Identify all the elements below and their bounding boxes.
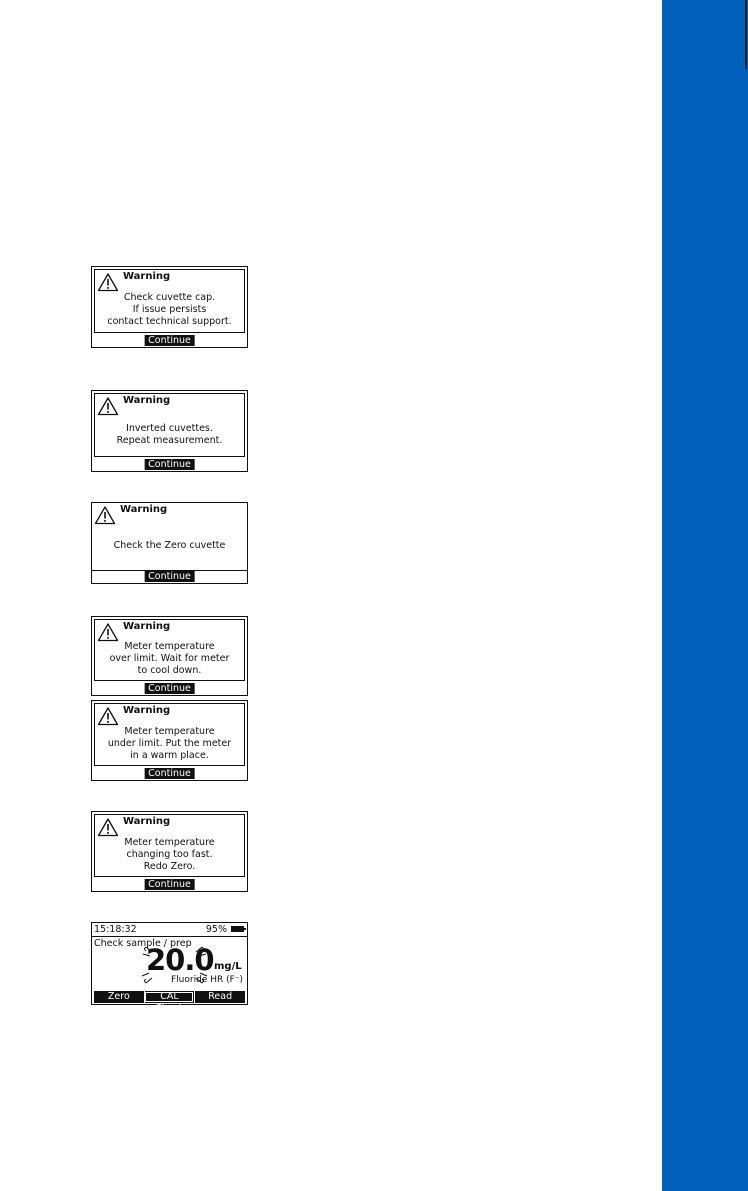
warning-message-line: under limit. Put the meter — [107, 738, 232, 749]
warning-message-line: Inverted cuvettes. — [126, 423, 213, 434]
warning-message — [95, 292, 244, 328]
measurement-screen — [91, 922, 248, 1014]
warning-message-line: Check the Zero cuvette — [113, 540, 226, 551]
warning-message-line: in a warm place. — [130, 750, 209, 761]
warning-screen-zero-cuvette — [91, 502, 248, 584]
warning-box — [94, 703, 245, 766]
continue-button[interactable]: Continue — [144, 571, 195, 582]
warning-message-line: Meter temperature — [124, 837, 215, 848]
measurement-value: 20.0 — [146, 943, 214, 977]
warning-title: Warning — [123, 705, 171, 716]
warning-screen-temp-under — [91, 700, 248, 781]
read-button[interactable]: Read — [194, 991, 245, 1003]
warning-title: Warning — [123, 621, 171, 632]
continue-button[interactable]: Continue — [144, 335, 195, 346]
warning-message — [95, 641, 244, 677]
continue-button[interactable]: Continue — [144, 879, 195, 890]
warning-title: Warning — [120, 504, 168, 515]
continue-button[interactable]: Continue — [144, 459, 195, 470]
warning-triangle-icon — [97, 272, 119, 292]
warning-message-line: If issue persists — [132, 304, 207, 315]
status-message: Check sample / prep — [94, 938, 192, 949]
warning-title: Warning — [123, 816, 171, 827]
warning-screen-temp-over — [91, 616, 248, 696]
warning-message-line: changing too fast. — [126, 849, 213, 860]
warning-message — [92, 540, 247, 552]
warning-box — [92, 503, 247, 571]
warning-message-line: Redo Zero. — [143, 861, 196, 872]
side-tab-bar — [662, 0, 748, 1191]
warning-message — [95, 423, 244, 447]
warning-screen-inverted-cuvettes — [91, 390, 248, 472]
warning-message — [95, 726, 244, 762]
measurement-unit: mg/L — [214, 961, 242, 972]
warning-message-line: contact technical support. — [107, 316, 232, 327]
parameter-name: Fluoride HR (F⁻) — [171, 975, 244, 985]
margin-rule — [745, 0, 747, 69]
warning-triangle-icon — [94, 505, 116, 525]
warning-screen-cuvette-cap — [91, 266, 248, 348]
warning-message-line: to cool down. — [137, 665, 202, 676]
cal-check-button[interactable]: CAL Check — [144, 991, 195, 1003]
warning-triangle-icon — [97, 396, 119, 416]
softkey-bar — [94, 991, 245, 1014]
battery-percent: 95% — [205, 924, 227, 935]
warning-triangle-icon — [97, 817, 119, 837]
status-bar — [92, 923, 247, 937]
warning-box — [94, 619, 245, 681]
warning-screen-temp-changing — [91, 811, 248, 892]
warning-box — [94, 814, 245, 877]
warning-title: Warning — [123, 271, 171, 282]
warning-message — [95, 837, 244, 873]
warning-title: Warning — [123, 395, 171, 406]
warning-message-line: Check cuvette cap. — [123, 292, 216, 303]
warning-box — [94, 393, 245, 457]
warning-triangle-icon — [97, 622, 119, 642]
zero-button[interactable]: Zero — [107, 991, 130, 1002]
warning-message-line: Meter temperature — [124, 641, 215, 652]
battery-icon — [231, 926, 244, 932]
warning-message-line: over limit. Wait for meter — [109, 653, 230, 664]
warning-message-line: Meter temperature — [124, 726, 215, 737]
continue-button[interactable]: Continue — [144, 683, 195, 694]
warning-message-line: Repeat measurement. — [116, 435, 223, 446]
continue-button[interactable]: Continue — [144, 768, 195, 779]
clock-time: 15:18:32 — [94, 924, 137, 935]
warning-triangle-icon — [97, 706, 119, 726]
warning-box — [94, 269, 245, 333]
